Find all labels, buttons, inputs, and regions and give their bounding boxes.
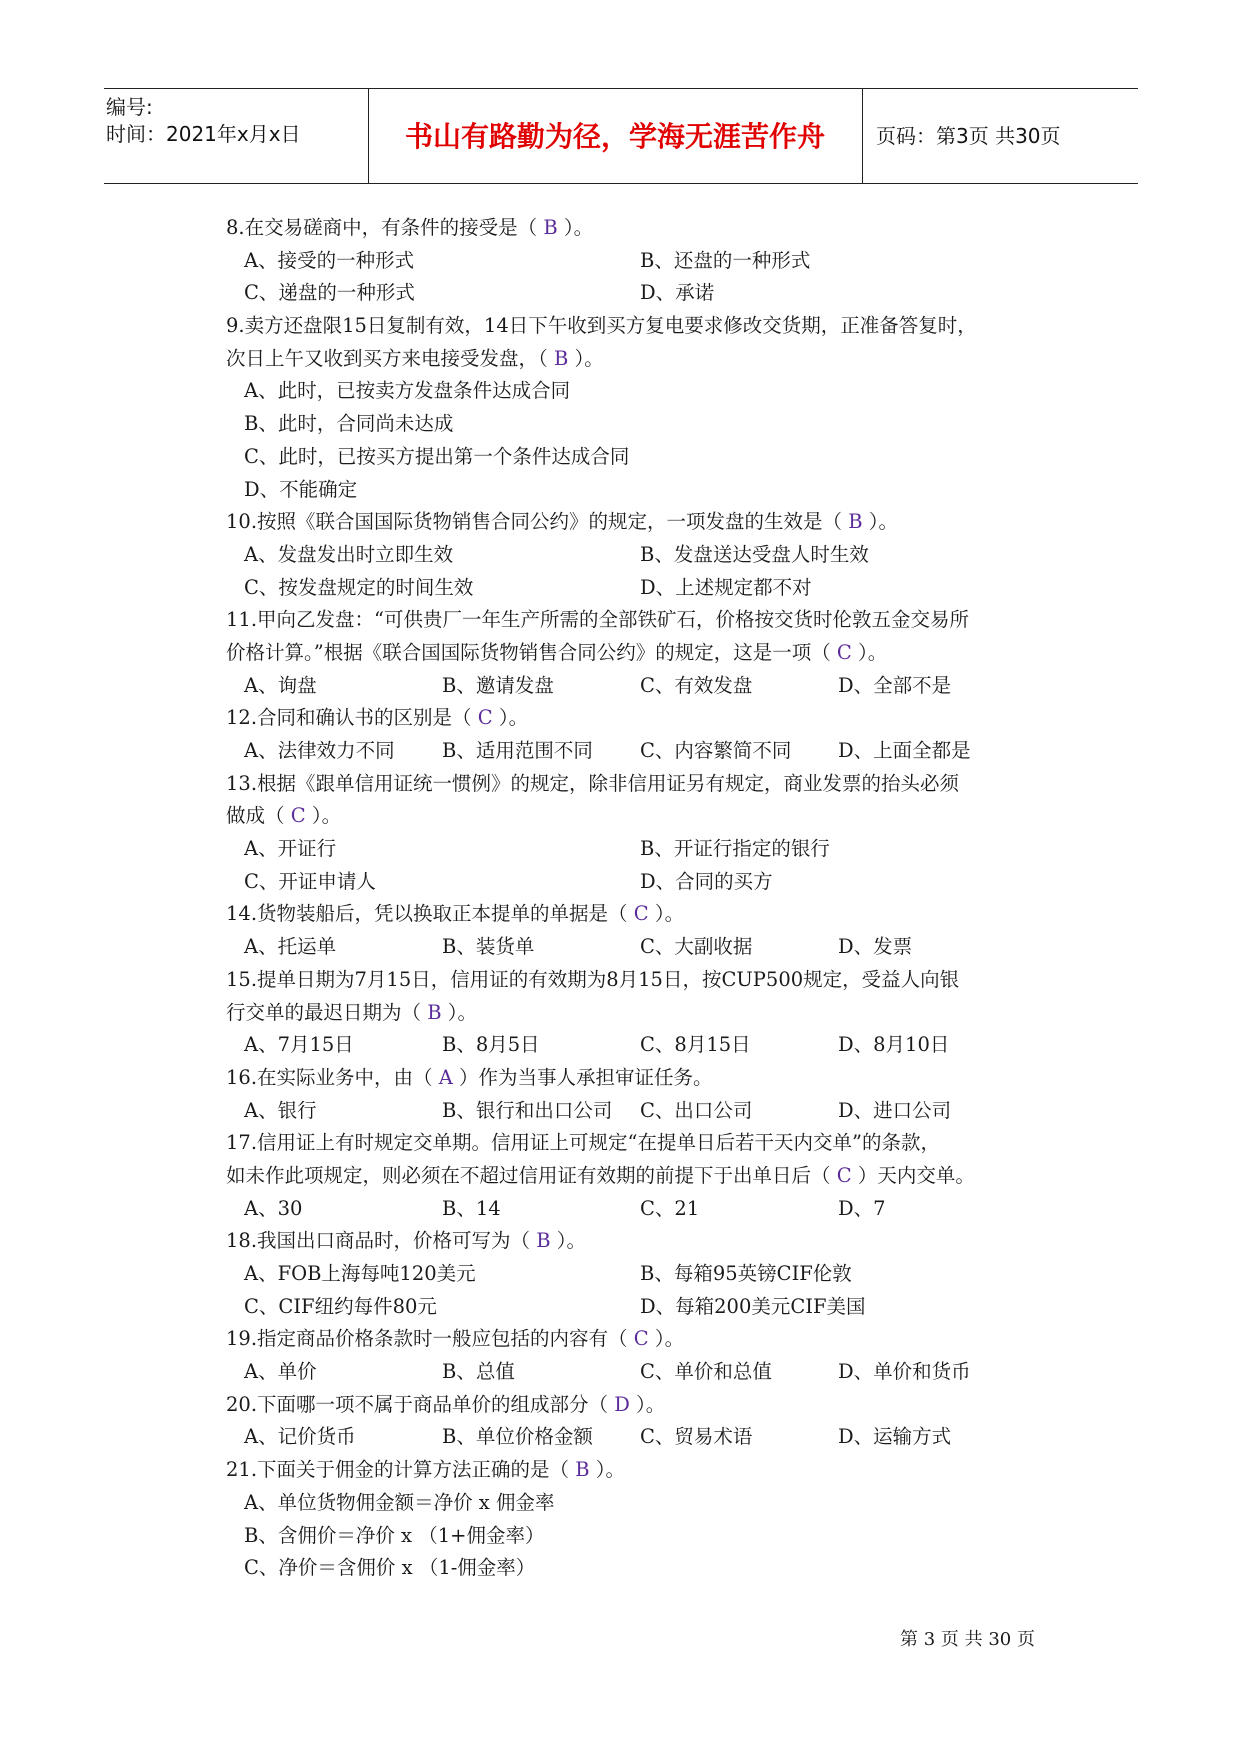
answer-option: B、发盘送达受盘人时生效 [640, 542, 869, 566]
question-stem-end: ）。 [441, 1000, 477, 1024]
answer-option: C、此时，已按买方提出第一个条件达成合同 [244, 444, 630, 468]
answer-option: C、内容繁简不同 [640, 739, 792, 762]
question-text [226, 310, 1086, 343]
question-block [226, 1323, 1086, 1388]
answer-option: D、上面全都是 [838, 739, 971, 762]
answer-letter: C [633, 1327, 649, 1351]
answer-option: D、运输方式 [838, 1425, 952, 1449]
answer-option: C、有效发盘 [640, 673, 753, 697]
answer-letter: C [633, 902, 649, 926]
option-row [226, 474, 1086, 507]
question-stem: 11.甲向乙发盘：“可供贵厂一年生产所需的全部铁矿石，价格按交货时伦敦五金交易所 [226, 608, 969, 632]
answer-letter: B [848, 510, 863, 534]
answer-option: A、单位货物佣金额＝净价 x 佣金率 [244, 1490, 555, 1514]
question-block [226, 212, 1086, 310]
answer-option: B、装货单 [442, 935, 535, 959]
question-stem-end: ）。 [568, 346, 604, 370]
answer-option: A、发盘发出时立即生效 [244, 542, 454, 566]
question-stem-end: ）。 [492, 706, 529, 730]
option-row [226, 277, 1086, 310]
question-text [226, 1454, 1086, 1487]
question-stem-end: ）。 [550, 1229, 587, 1253]
question-text [226, 1160, 1086, 1193]
question-stem-end: ）天内交单。 [851, 1163, 975, 1187]
option-row [226, 670, 1086, 703]
answer-option: B、单位价格金额 [442, 1425, 593, 1449]
answer-option: D、承诺 [640, 281, 715, 305]
answer-option: C、贸易术语 [640, 1425, 753, 1449]
answer-letter: C [477, 706, 493, 730]
answer-option: A、此时，已按卖方发盘条件达成合同 [244, 379, 571, 403]
option-row [226, 408, 1086, 441]
answer-option: B、此时，合同尚未达成 [244, 412, 454, 436]
question-block [226, 1062, 1086, 1127]
option-row [226, 441, 1086, 474]
question-text [226, 1225, 1086, 1258]
option-row [226, 1095, 1086, 1128]
question-stem: 13.根据《跟单信用证统一惯例》的规定，除非信用证另有规定，商业发票的抬头必须 [226, 771, 960, 795]
option-row [226, 866, 1086, 899]
question-text [226, 506, 1086, 539]
answer-option: B、邀请发盘 [442, 673, 554, 697]
answer-option: B、还盘的一种形式 [640, 248, 811, 272]
question-stem: 19.指定商品价格条款时一般应包括的内容有（ [226, 1327, 634, 1351]
question-block [226, 310, 1086, 506]
answer-option: B、开证行指定的银行 [640, 837, 830, 861]
answer-option: A、托运单 [244, 935, 337, 959]
answer-option: D、发票 [838, 935, 913, 959]
question-text [226, 1062, 1086, 1095]
question-stem-end: ）作为当事人承担审证任务。 [452, 1065, 713, 1089]
answer-option: C、大副收据 [640, 935, 753, 959]
question-stem-end: ）。 [305, 804, 342, 828]
page-footer: 第 3 页 共 30 页 [900, 1629, 1035, 1650]
question-stem-end: ）。 [557, 216, 594, 239]
question-text [226, 997, 1086, 1030]
answer-option: A、30 [244, 1196, 303, 1220]
option-row [226, 245, 1086, 278]
question-text [226, 212, 1086, 245]
question-stem: 做成（ [226, 804, 291, 828]
answer-option: C、净价＝含佣价 x （1-佣金率） [244, 1556, 536, 1580]
option-row [226, 375, 1086, 408]
question-block [226, 1454, 1086, 1585]
question-stem: 20.下面哪一项不属于商品单价的组成部分（ [226, 1392, 615, 1416]
answer-letter: D [614, 1392, 630, 1416]
question-text [226, 637, 1086, 670]
question-block [226, 898, 1086, 963]
answer-option: C、CIF纽约每件80元 [244, 1294, 437, 1318]
header-right-cell [862, 89, 1138, 183]
answer-letter: C [836, 640, 852, 664]
answer-option: C、按发盘规定的时间生效 [244, 575, 474, 599]
answer-option: C、8月15日 [640, 1033, 751, 1057]
answer-letter: B [575, 1458, 590, 1482]
answer-letter: B [553, 346, 569, 370]
answer-option: A、银行 [244, 1098, 317, 1122]
question-stem: 行交单的最迟日期为（ [226, 1000, 428, 1024]
answer-option: C、开证申请人 [244, 869, 376, 893]
header-middle-cell [368, 89, 863, 183]
answer-option: D、不能确定 [244, 477, 358, 501]
option-row [226, 1193, 1086, 1226]
question-text [226, 1323, 1086, 1356]
header-left-cell [104, 89, 369, 183]
answer-option: D、单价和货币 [838, 1360, 971, 1384]
question-block [226, 604, 1086, 702]
question-list [226, 212, 1086, 1585]
option-row [226, 1258, 1086, 1291]
question-stem: 9.卖方还盘限15日复制有效，14日下午收到买方复电要求修改交货期，正准备答复时， [226, 314, 977, 338]
answer-letter: C [836, 1163, 852, 1187]
question-stem: 10.按照《联合国国际货物销售合同公约》的规定，一项发盘的生效是（ [226, 510, 849, 534]
question-stem-end: ）。 [629, 1392, 666, 1416]
answer-option: A、7月15日 [244, 1033, 354, 1057]
option-row [226, 1029, 1086, 1062]
answer-option: A、询盘 [244, 673, 317, 697]
question-text [226, 343, 1086, 376]
option-row [226, 1552, 1086, 1585]
question-stem-end: ）。 [851, 640, 888, 664]
option-row [226, 1356, 1086, 1389]
option-row [226, 1487, 1086, 1520]
answer-option: C、21 [640, 1196, 700, 1220]
option-row [226, 931, 1086, 964]
question-text [226, 1389, 1086, 1422]
answer-option: A、记价货币 [244, 1425, 356, 1449]
question-stem: 16.在实际业务中，由（ [226, 1065, 439, 1089]
question-text [226, 964, 1086, 997]
option-row [226, 1520, 1086, 1553]
question-stem: 14.货物装船后，凭以换取正本提单的单据是（ [226, 902, 634, 926]
answer-option: A、单价 [244, 1360, 317, 1384]
header-page-label: 页码：第3页 共30页 [876, 124, 1061, 148]
answer-option: B、银行和出口公司 [442, 1098, 613, 1122]
option-row [226, 735, 1086, 768]
question-stem: 次日上午又收到买方来电接受发盘，（ [226, 346, 554, 370]
answer-letter: B [536, 1229, 551, 1253]
answer-option: B、14 [442, 1196, 501, 1220]
answer-option: D、进口公司 [838, 1098, 952, 1122]
document-number-label: 编号: [106, 95, 153, 119]
answer-option: A、开证行 [244, 837, 337, 861]
answer-option: C、出口公司 [640, 1098, 753, 1122]
answer-option: C、递盘的一种形式 [244, 281, 415, 305]
question-stem: 18.我国出口商品时，价格可写为（ [226, 1229, 537, 1253]
question-stem: 17.信用证上有时规定交单期。信用证上可规定“在提单日后若干天内交单”的条款， [226, 1131, 940, 1155]
option-row [226, 1421, 1086, 1454]
answer-option: C、单价和总值 [640, 1360, 772, 1384]
answer-letter: B [543, 216, 558, 239]
question-block [226, 1389, 1086, 1454]
option-row [226, 539, 1086, 572]
question-block [226, 506, 1086, 604]
answer-option: D、7 [838, 1196, 886, 1220]
answer-option: A、接受的一种形式 [244, 248, 415, 272]
answer-option: D、合同的买方 [640, 869, 773, 893]
question-block [226, 964, 1086, 1062]
answer-letter: C [290, 804, 306, 828]
answer-option: D、上述规定都不对 [640, 575, 812, 599]
answer-option: D、8月10日 [838, 1033, 950, 1057]
question-block [226, 702, 1086, 767]
question-stem: 8.在交易磋商中，有条件的接受是（ [226, 216, 544, 239]
answer-option: A、FOB上海每吨120美元 [244, 1262, 476, 1285]
question-block [226, 768, 1086, 899]
answer-option: B、8月5日 [442, 1033, 540, 1057]
header-motto: 书山有路勤为径，学海无涯苦作舟 [404, 120, 825, 153]
question-stem-end: ）。 [862, 510, 899, 534]
question-stem: 价格计算。”根据《联合国国际货物销售合同公约》的规定，这是一项（ [226, 640, 837, 664]
document-time-label: 时间：2021年x月x日 [106, 122, 301, 146]
question-stem-end: ）。 [648, 902, 685, 926]
option-row [226, 572, 1086, 605]
question-stem-end: ）。 [648, 1327, 685, 1351]
question-stem-end: ）。 [589, 1458, 626, 1482]
answer-option: B、每箱95英镑CIF伦敦 [640, 1262, 852, 1285]
option-row [226, 1291, 1086, 1324]
document-header [104, 88, 1138, 184]
question-text [226, 898, 1086, 931]
answer-option: D、每箱200美元CIF美国 [640, 1294, 866, 1318]
question-stem: 21.下面关于佣金的计算方法正确的是（ [226, 1458, 576, 1482]
answer-letter: B [427, 1000, 442, 1024]
question-text [226, 800, 1086, 833]
question-block [226, 1127, 1086, 1225]
question-stem: 15.提单日期为7月15日，信用证的有效期为8月15日，按CUP500规定，受益人向银 [226, 967, 960, 991]
answer-option: B、适用范围不同 [442, 739, 593, 762]
question-text [226, 768, 1086, 801]
question-block [226, 1225, 1086, 1323]
question-text [226, 604, 1086, 637]
question-text [226, 1127, 1086, 1160]
answer-option: B、含佣价＝净价 x （1+佣金率） [244, 1523, 545, 1547]
answer-option: D、全部不是 [838, 673, 952, 697]
question-stem: 12.合同和确认书的区别是（ [226, 706, 478, 730]
option-row [226, 833, 1086, 866]
answer-option: B、总值 [442, 1360, 515, 1384]
answer-option: A、法律效力不同 [244, 739, 395, 762]
question-text [226, 702, 1086, 735]
question-stem: 如未作此项规定，则必须在不超过信用证有效期的前提下于出单日后（ [226, 1163, 837, 1187]
answer-letter: A [438, 1065, 453, 1089]
